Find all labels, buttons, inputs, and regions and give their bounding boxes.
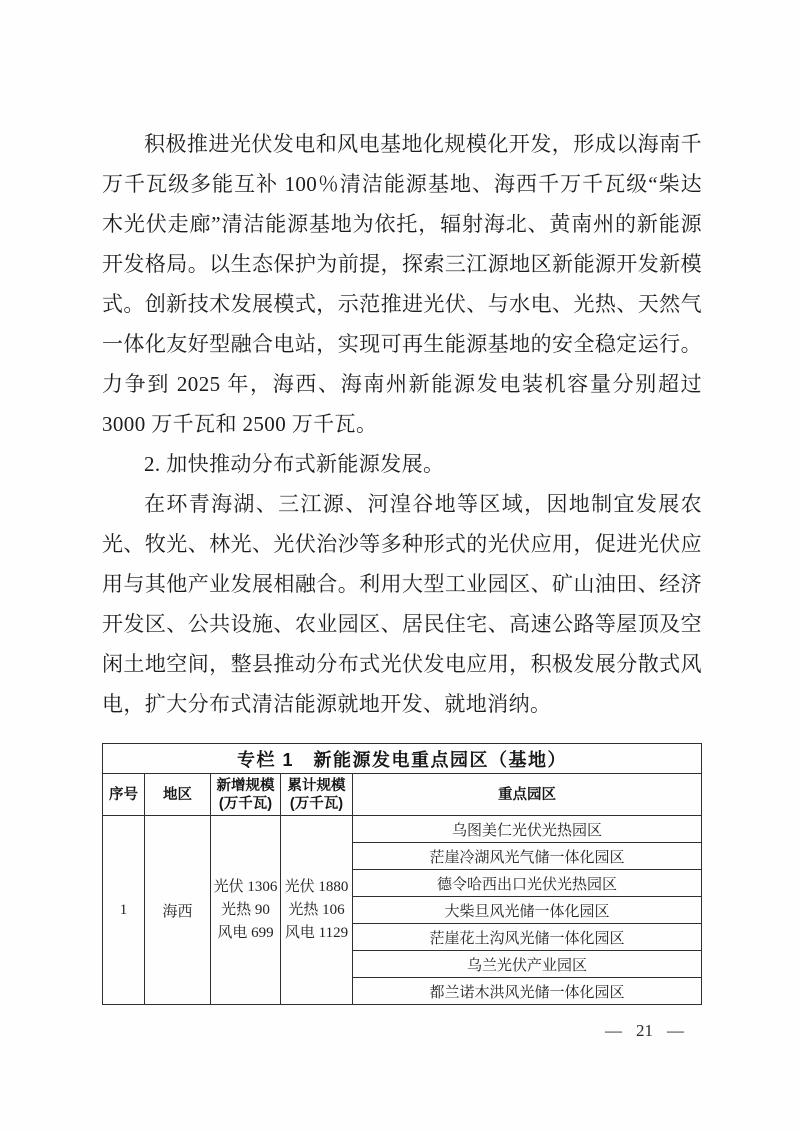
capacity-line-wind: 风电 699 [217, 924, 274, 941]
cell-index: 1 [103, 816, 145, 1005]
header-total-capacity-label: 累计规模 [287, 777, 346, 794]
key-parks-table [102, 743, 702, 1005]
header-total-capacity-unit: (万千瓦) [289, 795, 344, 812]
page-content [102, 124, 702, 1041]
cell-region: 海西 [145, 816, 211, 1005]
page-number-value: 21 [636, 1021, 653, 1040]
park-cell: 茫崖花土沟风光储一体化园区 [353, 924, 702, 951]
park-cell: 乌兰光伏产业园区 [353, 951, 702, 978]
park-cell: 茫崖冷湖风光气储一体化园区 [353, 843, 702, 870]
capacity-line-pv: 光伏 1306 [213, 878, 278, 895]
cell-new-capacity [211, 816, 281, 1005]
header-new-capacity [211, 774, 281, 816]
header-index: 序号 [103, 774, 145, 816]
header-new-capacity-label: 新增规模 [216, 777, 275, 794]
page-number [102, 1021, 702, 1041]
table-header-row [103, 774, 702, 816]
page-number-dash-right: — [667, 1021, 684, 1040]
capacity-line-csp: 光热 106 [288, 901, 345, 918]
park-cell: 都兰诺木洪风光储一体化园区 [353, 978, 702, 1005]
table-row [103, 816, 702, 843]
page-number-dash-left: — [605, 1021, 622, 1040]
para-base-development: 积极推进光伏发电和风电基地化规模化开发，形成以海南千万千瓦级多能互补 100％清洁能源基地、海西千万千瓦级“柴达木光伏走廊”清洁能源基地为依托，辐射海北、黄南州的新能源开发格局。以生态保护为前提，探索三江源地区新能源开发新模式。创新技术发展模式，示范推进光伏、与水电、光热、天然气一体化友好型融合电站，实现可再生能源基地的安全稳定运行。力争到 2025 年，海西、海南州新能源发电装机容量分别超过 3000 万千瓦和 2500 万千瓦。 [102, 132, 702, 436]
table-title: 专栏 1 新能源发电重点园区（基地） [103, 744, 702, 774]
capacity-line-csp: 光热 90 [221, 901, 270, 918]
capacity-line-pv: 光伏 1880 [284, 878, 349, 895]
park-cell: 大柴旦风光储一体化园区 [353, 897, 702, 924]
para-distributed-development: 在环青海湖、三江源、河湟谷地等区域，因地制宜发展农光、牧光、林光、光伏治沙等多种形式的光伏应用，促进光伏应用与其他产业发展相融合。利用大型工业园区、矿山油田、经济开发区、公共设施、农业园区、居民住宅、高速公路等屋顶及空闲土地空间，整县推动分布式光伏发电应用，积极发展分散式风电，扩大分布式清洁能源就地开发、就地消纳。 [102, 492, 702, 716]
header-key-parks: 重点园区 [353, 774, 702, 816]
header-region: 地区 [145, 774, 211, 816]
park-cell: 德令哈西出口光伏光热园区 [353, 870, 702, 897]
cell-total-capacity [281, 816, 353, 1005]
capacity-line-wind: 风电 1129 [284, 924, 349, 941]
header-new-capacity-unit: (万千瓦) [218, 795, 273, 812]
park-cell: 乌图美仁光伏光热园区 [353, 816, 702, 843]
para-section-2-heading: 2. 加快推动分布式新能源发展。 [144, 452, 445, 476]
table-title-row [103, 744, 702, 774]
header-total-capacity [281, 774, 353, 816]
